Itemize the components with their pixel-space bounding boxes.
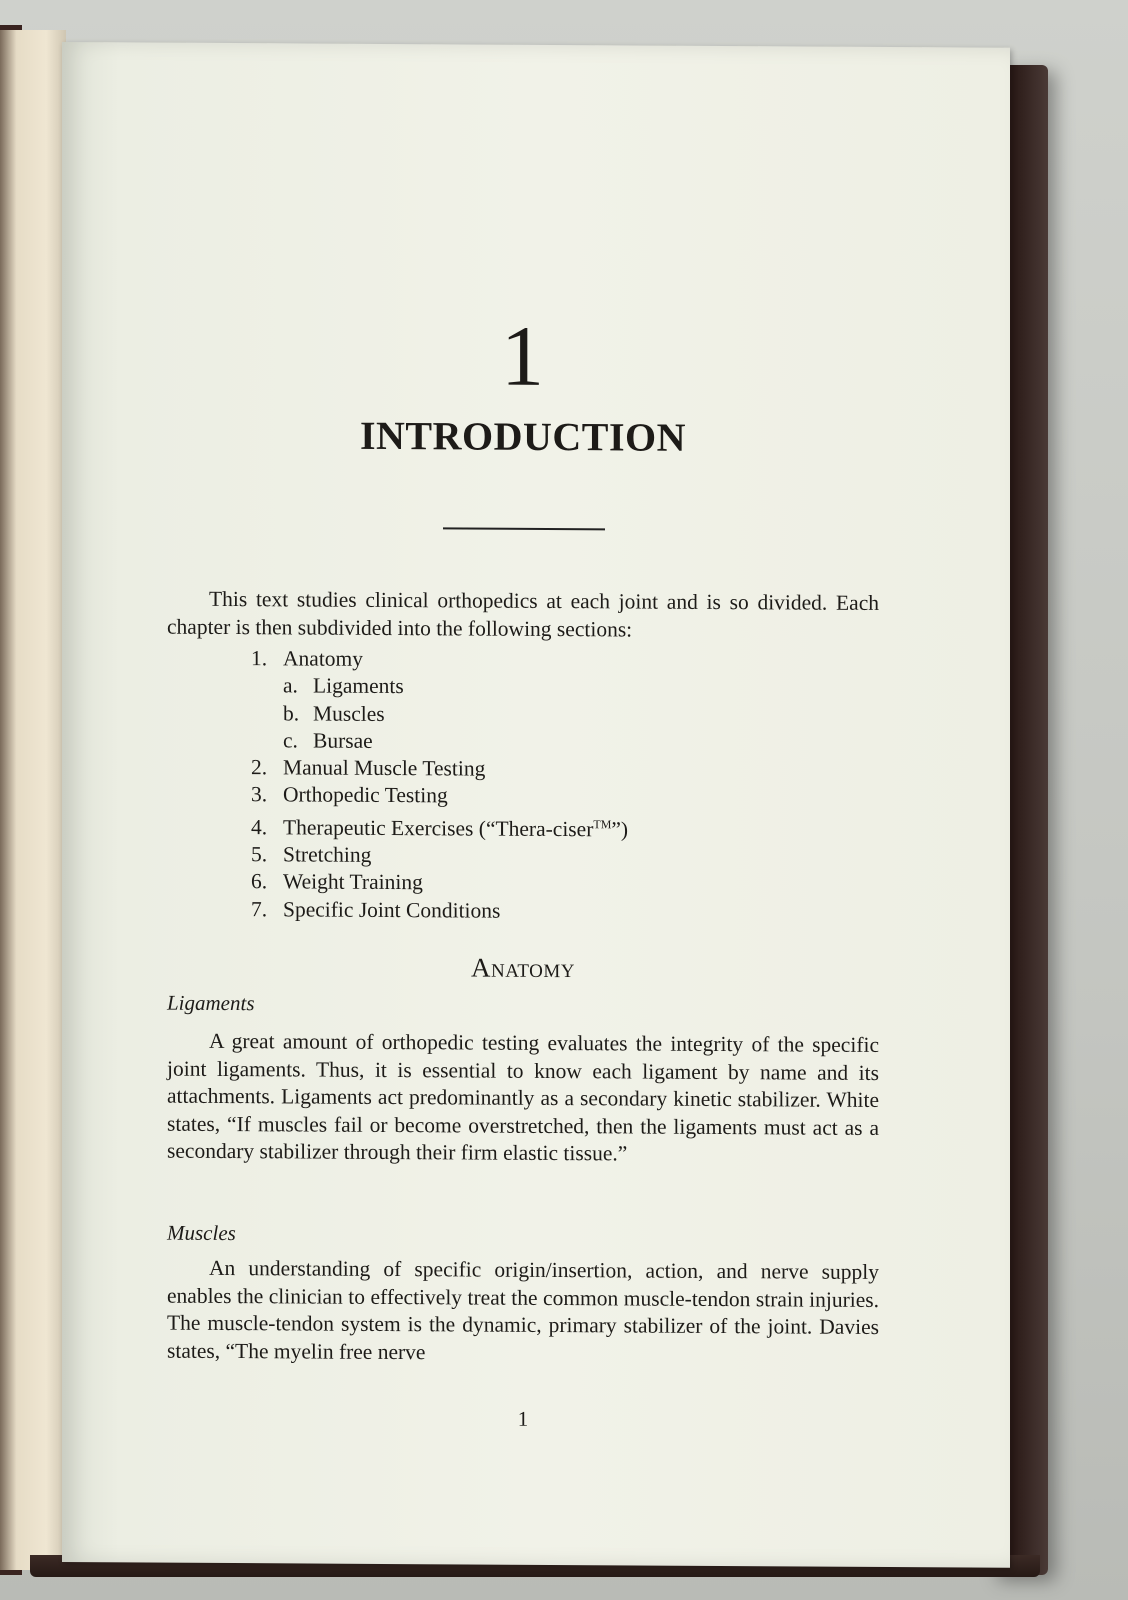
muscles-heading: Muscles [167,1220,236,1246]
list-item-label: Specific Joint Conditions [283,897,501,923]
section-list-item [251,754,628,784]
title-rule [443,527,605,530]
list-item-label: Anatomy [283,646,364,671]
book-page [62,42,1010,1568]
list-item-number: 4. [251,814,268,840]
sections-list [251,645,628,925]
list-item-number: b. [283,700,300,726]
section-list-item [251,869,628,899]
subsection-list-item [251,700,628,730]
list-item-number: 1. [251,646,268,671]
left-facing-page [0,30,66,1570]
list-item-number: 3. [251,782,268,807]
section-list-item [251,645,628,675]
subsection-list-item [251,672,628,702]
list-item-label: Stretching [283,842,372,867]
list-item-number: 7. [251,896,268,921]
subsection-list-item [251,727,628,757]
list-item-label: Weight Training [283,869,423,895]
list-item-number: 5. [251,842,268,867]
list-item-label: Ligaments [313,673,404,699]
list-item-label: Orthopedic Testing [283,782,448,808]
page-number: 1 [517,1406,529,1431]
section-list-item [251,896,628,926]
list-item-label: Bursae [313,728,373,753]
intro-paragraph: This text studies clinical orthopedics at each joint and is so divided. Each chapter is then subdivided into the following sections: [167,586,879,642]
section-list-item [251,809,628,844]
section-list-item [251,841,628,871]
trademark-superscript: TM [593,817,612,832]
ligaments-paragraph: A great amount of orthopedic testing evaluates the integrity of the specific joint ligaments. Thus, it is essential to know each ligament by name and its attachments. Ligaments act predominantly as a secondary kinetic stabilizer. White states, “If muscles fail or become overstretched, then the ligaments must act as a secondary stabilizer through their firm elastic tissue.” [167,1028,879,1166]
list-item-closing: ”) [611,817,629,842]
anatomy-heading: Anatomy [471,952,575,984]
list-item-number: 6. [251,869,268,894]
muscles-paragraph: An understanding of specific origin/insertion, action, and nerve supply enables the clinician to effectively treat the common muscle-tendon strain injuries. The muscle-tendon system is the dynamic, primary stabilizer of the joint. Davies states, “The myelin free nerve [167,1255,879,1364]
list-item-label: Manual Muscle Testing [283,755,486,781]
list-item-number: 2. [251,755,268,780]
list-item-number: c. [283,728,298,753]
ligaments-heading: Ligaments [167,990,255,1016]
chapter-number: 1 [501,307,545,404]
section-list-item [251,782,628,812]
list-item-label: Therapeutic Exercises (“Thera-ciser [283,815,594,842]
list-item-label: Muscles [313,701,385,726]
chapter-title: INTRODUCTION [359,412,687,460]
list-item-number: a. [283,673,298,698]
